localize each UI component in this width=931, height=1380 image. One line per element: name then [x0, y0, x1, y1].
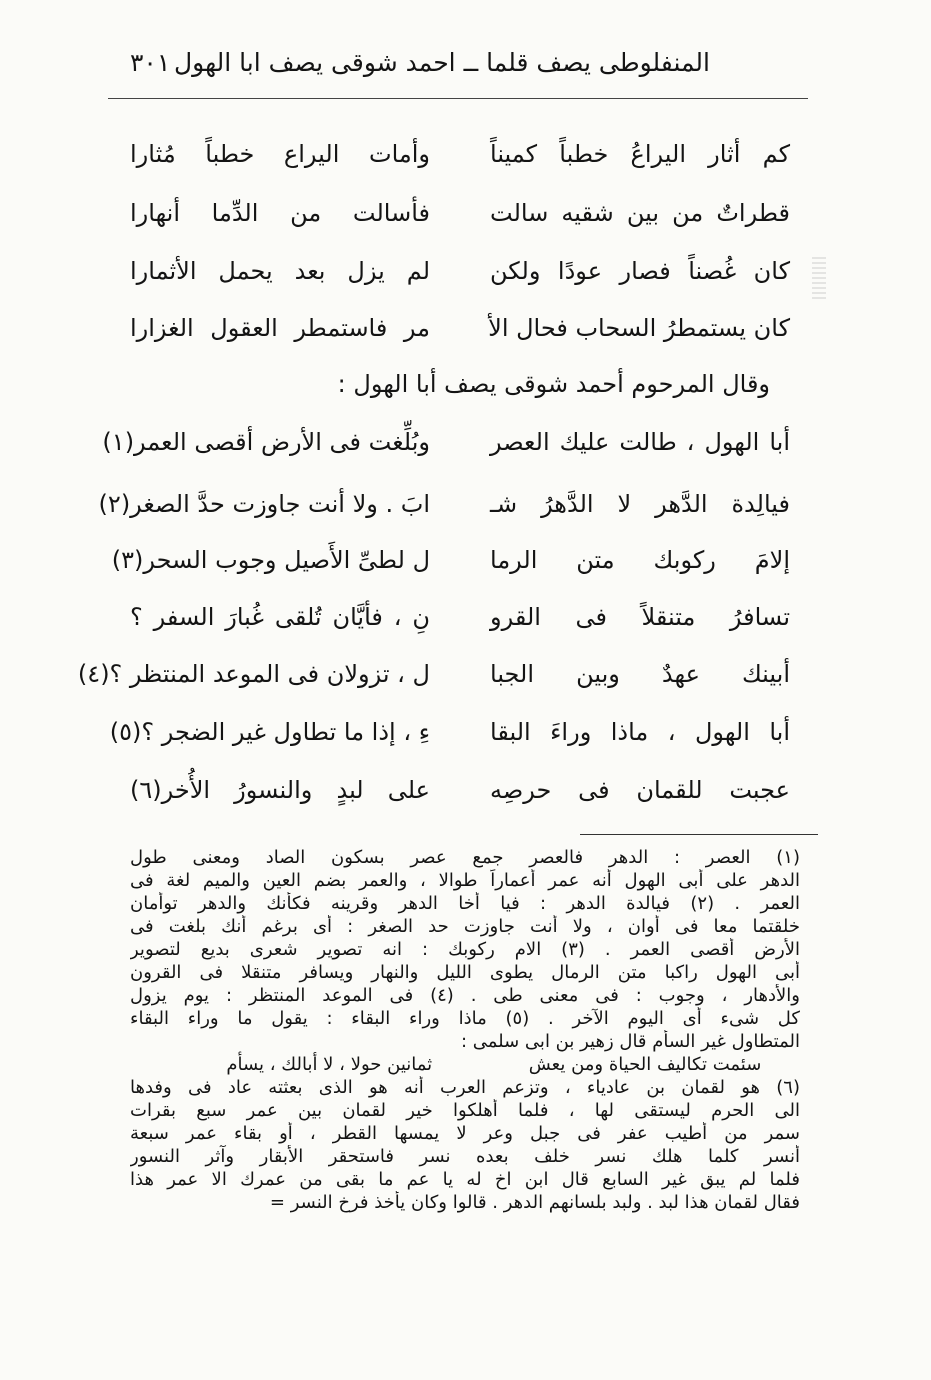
footnote-line: (٦) هو لقمان بن عادياء ، وتزعم العرب أنه هو الذى بعثته عاد فى وفدها: [130, 1077, 800, 1098]
verse-line: [77, 660, 790, 706]
footnote-line: الدهر على أبى الهول أنه عمر أعماراً طوالا ، والعمر بضم العين والميم لغة فى: [130, 870, 800, 891]
verse-first-hemistich: فيالِدة الدَّهر لا الدَّهرُ شـ: [490, 490, 790, 518]
verse-line: [111, 546, 790, 592]
footnote-rule: [580, 834, 818, 835]
verse-second-hemistich: وبُلِّغت فى الأرض أقصى العمر(١): [102, 428, 430, 456]
verse-second-hemistich: مر فاستمطر العقول الغزارا: [130, 314, 430, 342]
footnote-line: الى الحرم ليستقى لها ، فلما أهلكوا خير لقمان بين عمر سبع بقرات: [130, 1100, 800, 1121]
verse-first-hemistich: كان غُصناً فصار عودًا ولكن: [490, 257, 790, 285]
footnote-line: المتطاول غير السأم قال زهير بن ابى سلمى :: [460, 1031, 800, 1052]
verse-first-hemistich: أبا الهول ، ماذا وراءَ البقا: [490, 718, 790, 746]
footnote-line: سمر من أطيب عفر فى جبل وعر لا يمسها القطر ، أو بقاء عمر سبعة: [130, 1123, 800, 1144]
verse-first-hemistich: إلامَ ركوبك متن الرما: [490, 546, 790, 574]
verse-second-hemistich: ابَ . ولا أنت جاوزت حدَّ الصغر(٢): [98, 490, 430, 518]
quoted-verse-first: سئمت تكاليف الحياة ومن يعش: [528, 1054, 762, 1075]
verse-second-hemistich: نِ ، فأيَّان تُلقى غُبارَ السفر ؟: [130, 603, 430, 631]
running-header: [130, 48, 710, 88]
footnote-line: العمر . (٢) فيالدة الدهر : فيا أخا الدهر وقرينه فكأنك والدهر توأمان: [130, 893, 800, 914]
verse-line: [98, 490, 790, 536]
verse-line: [130, 314, 790, 360]
footnote-line: فلما لم يبق غير السابع قال ابن اخ له يا عم ما بقى من عمرك الا عمر هذا: [130, 1169, 800, 1190]
quoted-verse-second: ثمانين حولا ، لا أبالك ، يسأم: [226, 1054, 433, 1075]
footnote-line: خلقتما معا فى أوان ، ولا أنت جاوزت حد الصغر : أى برغم أنك بلغت فى: [130, 916, 800, 937]
verse-first-hemistich: عجبت للقمان فى حرصِه: [490, 776, 790, 804]
quoted-verse: [130, 1053, 800, 1076]
header-title: المنفلوطى يصف قلما ــ احمد شوقى يصف ابا الهول: [174, 48, 710, 77]
verse-second-hemistich: ءِ ، إذا ما تطاول غير الضجر ؟(٥): [109, 718, 430, 746]
verse-line: [130, 603, 790, 649]
verse-line: [130, 140, 790, 186]
footnotes: [130, 846, 800, 1214]
footnote-line: أبى الهول راكبا متن الرمال يطوى الليل والنهار ويسافر متنقلا فى القرون: [130, 962, 800, 983]
scan-artifact: [812, 255, 826, 299]
verse-line: [102, 428, 790, 474]
verse-first-hemistich: تسافرُ متنقلاً فى القرو: [490, 603, 790, 631]
verse-line: [109, 718, 790, 764]
header-rule: [108, 98, 808, 99]
verse-first-hemistich: كان يستمطرُ السحاب فحال الأ: [488, 314, 790, 342]
footnote-line: كل شىء أى اليوم الآخر . (٥) ماذا وراء البقاء : يقول ما وراء البقاء: [130, 1008, 800, 1029]
footnote-line: أنسر كلما هلك نسر خلف بعده نسر فاستحقر الأبقار وآثر النسور: [130, 1146, 800, 1167]
verse-second-hemistich: لم يزل بعد يحمل الأثمارا: [130, 257, 430, 285]
verse-second-hemistich: على لبدٍ والنسورُ الأُخر(٦): [130, 776, 430, 804]
poem-intro: وقال المرحوم أحمد شوقى يصف أبا الهول :: [337, 370, 770, 398]
footnote-line: (١) العصر : الدهر فالعصر جمع عصر بسكون الصاد ومعنى طول: [130, 847, 800, 868]
verse-first-hemistich: أبا الهول ، طالت عليك العصر: [490, 428, 790, 456]
footnote-line: الأرض أقصى العمر . (٣) الام ركوبك : انه تصوير شعرى بديع لتصوير: [130, 939, 800, 960]
verse-second-hemistich: فأسالت من الدِّما أنهارا: [130, 199, 430, 227]
verse-line: [130, 257, 790, 303]
verse-first-hemistich: قطراتٌ من بين شقيه سالت: [490, 199, 790, 227]
page-number: ٣٠١: [130, 48, 171, 77]
verse-second-hemistich: وأمات اليراع خطباً مُثارا: [130, 140, 430, 168]
verse-line: [130, 776, 790, 822]
footnote-line: والأدهار ، وجوب : فى معنى طى . (٤) فى الموعد المنتظر : يوم يزول: [130, 985, 800, 1006]
verse-first-hemistich: كم أثار اليراعُ خطباً كميناً: [490, 140, 790, 168]
verse-second-hemistich: ل لطىِّ الأَصيل وجوب السحر(٣): [111, 546, 430, 574]
verse-second-hemistich: ل ، تزولان فى الموعد المنتظر ؟(٤): [77, 660, 430, 688]
footnote-line: فقال لقمان هذا لبد . ولبد بلسانهم الدهر . قالوا وكان يأخذ فرخ النسر =: [269, 1192, 800, 1213]
verse-line: [130, 199, 790, 245]
verse-first-hemistich: أبينك عهدٌ وبين الجبا: [490, 660, 790, 688]
